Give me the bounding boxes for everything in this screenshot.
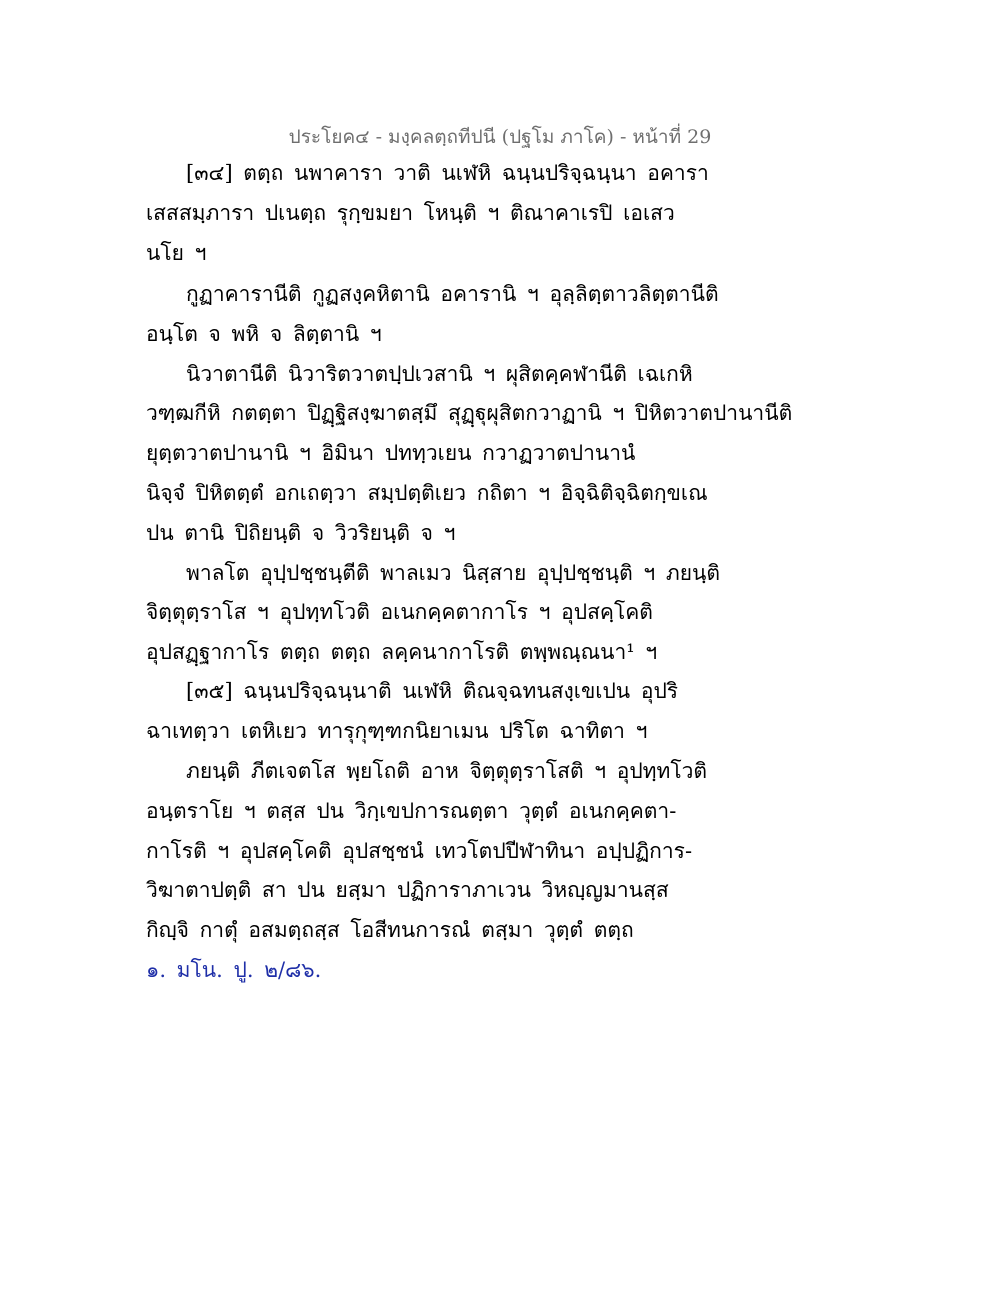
text-line: นิวาตานีติ นิวาริตวาตปฺปเวสานิ ฯ ผุสิตคฺคฬานีติ เฉเกหิ [186,362,693,386]
text-line: อนฺโต จ พหิ จ ลิตฺตานิ ฯ [146,322,382,346]
text-line: วิฆาตาปตฺติ สา ปน ยสฺมา ปฏิการาภาเวน วิหญฺญมานสฺส [146,878,669,902]
text-line: ภยนฺติ ภีตเจตโส พฺยโถติ อาห จิตฺตุตฺราโสติ ฯ อุปทฺทโวติ [186,759,708,783]
text-line: อนฺตราโย ฯ ตสฺส ปน วิกฺเขปการณตฺตา วุตฺตํ อเนกคฺคตา- [146,799,677,823]
page-header: ประโยค๔ - มงฺคลตฺถทีปนี (ปฐโม ภาโค) - หน้าที่ 29 [288,126,712,148]
text-line: [๓๕] ฉนฺนปริจฺฉนฺนาติ นเฬหิ ติณจฺฉทนสงฺเขเปน อุปริ [186,679,679,703]
text-line: นโย ฯ [146,241,207,265]
text-line: กูฏาคารานีติ กูฏสงฺคหิตานิ อคารานิ ฯ อุลฺลิตฺตาวลิตฺตานีติ [186,282,719,306]
text-line: ปน ตานิ ปิถิยนฺติ จ วิวริยนฺติ จ ฯ [146,521,456,545]
text-line: อุปสฏฺฐากาโร ตตฺถ ตตฺถ ลคฺคนากาโรติ ตพฺพณฺณนา¹ ฯ [146,640,658,664]
text-line: [๓๔] ตตฺถ นพาคารา วาติ นเฬหิ ฉนฺนปริจฺฉนฺนา อคารา [186,161,709,185]
text-line: ยุตฺตวาตปานานิ ฯ อิมินา ปททฺวเยน กวาฏวาตปานานํ [146,441,636,465]
text-line: ฉาเทตฺวา เตหิเยว ทารุกุฑฺฑกนิยาเมน ปริโต ฉาทิตา ฯ [146,719,648,743]
footnote: ๑. มโน. ปู. ๒/๘๖. [146,958,322,982]
text-line: กิญฺจิ กาตุํ อสมตฺถสฺส โอสีทนการณํ ตสฺมา วุตฺตํ ตตฺถ [146,918,634,942]
text-line: กาโรติ ฯ อุปสคฺโคติ อุปสชฺชนํ เทวโตปปีฬาทินา อปฺปฏิการ- [146,839,693,863]
text-line: พาลโต อุปฺปชฺชนฺตีติ พาลเมว นิสฺสาย อุปฺปชฺชนฺติ ฯ ภยนฺติ [186,561,720,585]
text-line: นิจฺจํ ปิหิตตฺตํ อกเถตฺวา สมฺปตฺติเยว กถิตา ฯ อิจฺฉิติจฺฉิตกฺขเณ [146,481,708,505]
text-line: จิตฺตุตฺราโส ฯ อุปทฺทโวติ อเนกคฺคตากาโร ฯ อุปสคฺโคติ [146,600,653,624]
text-line: เสสสมฺภารา ปเนตฺถ รุกฺขมยา โหนฺติ ฯ ติณาคาเรปิ เอเสว [146,201,675,225]
text-line: วฑฺฒกีหิ กตตฺตา ปิฏฺฐิสงฺฆาตสฺมึ สุฏฺฐุผุสิตกวาฏานิ ฯ ปิหิตวาตปานานีติ [146,401,793,425]
